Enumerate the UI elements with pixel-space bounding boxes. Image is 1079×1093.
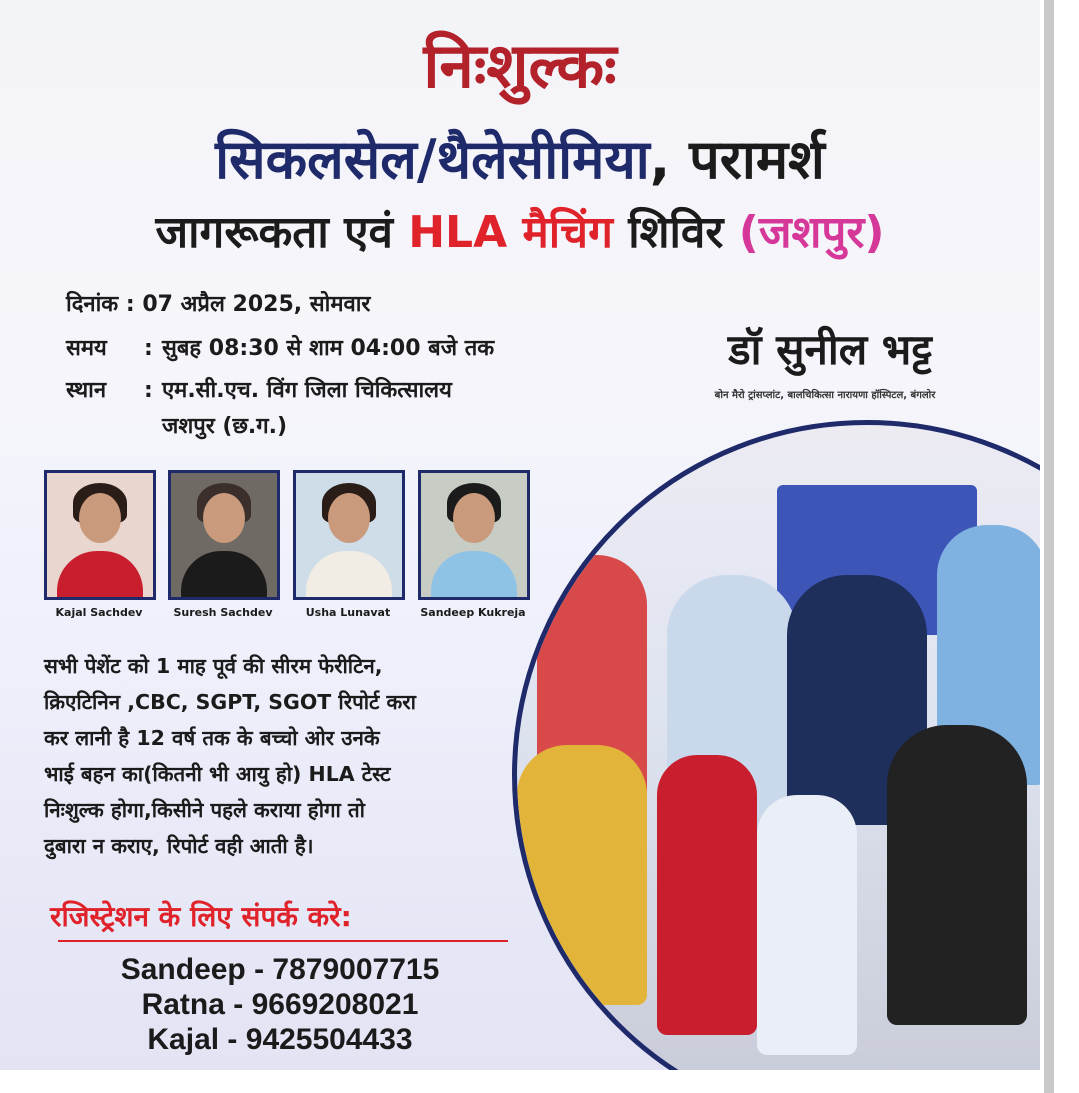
place-value-2: जशपुर (छ.ग.) xyxy=(162,414,288,439)
date-label: दिनांक xyxy=(66,292,119,317)
notice-line: कर लानी है 12 वर्ष तक के बच्चो ओर उनके xyxy=(44,726,380,750)
sub-heading xyxy=(0,200,1040,260)
contact-ratna: Ratna - 9669208021 xyxy=(141,988,419,1021)
body-shape xyxy=(306,551,392,600)
main-heading xyxy=(0,120,1040,194)
person-photo xyxy=(168,470,280,600)
time-value: सुबह 08:30 से शाम 04:00 बजे तक xyxy=(162,336,495,361)
notice-line: दुबारा न कराए, रिपोर्ट वही आती है। xyxy=(44,834,314,858)
time-label: समय xyxy=(66,336,107,361)
sickle-thalassemia-text: सिकलसेल/थैलेसीमिया xyxy=(215,128,650,191)
person-card-sandeep xyxy=(418,470,528,619)
doctor-name: डॉ सुनील भट्ट xyxy=(728,325,932,374)
body-shape xyxy=(181,551,267,600)
person-photo xyxy=(44,470,156,600)
bottom-strip xyxy=(0,1070,1044,1093)
person-card-suresh xyxy=(168,470,278,619)
awareness-text: जागरूकता एवं xyxy=(155,207,409,258)
person-card-usha xyxy=(293,470,403,619)
hla-matching-text: HLA मैचिंग xyxy=(408,207,613,258)
person-photo xyxy=(418,470,530,600)
place-value-1: एम.सी.एच. विंग जिला चिकित्सालय xyxy=(162,378,452,403)
child-figure xyxy=(887,725,1027,1025)
registration-underline xyxy=(58,940,508,942)
time-separator: : xyxy=(144,336,153,361)
place-row-2 xyxy=(162,410,287,440)
registration-title: रजिस्ट्रेशन के लिए संपर्क करे: xyxy=(50,900,352,933)
child-figure xyxy=(517,745,647,1005)
contact-sandeep: Sandeep - 7879007715 xyxy=(120,953,440,986)
contact-kajal: Kajal - 9425504433 xyxy=(147,1023,413,1056)
place-separator: : xyxy=(144,378,153,403)
notice-line: सभी पेशेंट को 1 माह पूर्व की सीरम फेरीटिन, xyxy=(44,654,383,678)
notice-line: क्रिएटिनिन ,CBC, SGPT, SGOT रिपोर्ट करा xyxy=(44,690,416,714)
notice-line: निःशुल्क होगा,किसीने पहले कराया होगा तो xyxy=(44,798,365,822)
head-shape xyxy=(328,493,370,543)
head-shape xyxy=(79,493,121,543)
child-figure xyxy=(657,755,757,1035)
location-tag: (जशपुर) xyxy=(738,207,885,258)
date-row xyxy=(66,288,370,318)
body-shape xyxy=(57,551,143,600)
consultation-text: , परामर्श xyxy=(649,128,825,191)
person-name: Kajal Sachdev xyxy=(55,606,143,619)
place-label: स्थान xyxy=(66,378,107,403)
person-photo xyxy=(293,470,405,600)
camp-text: शिविर xyxy=(612,207,739,258)
person-card-kajal xyxy=(44,470,154,619)
head-shape xyxy=(203,493,245,543)
notice-line: भाई बहन का(कितनी भी आयु हो) HLA टेस्ट xyxy=(44,762,391,786)
person-name: Suresh Sachdev xyxy=(173,606,273,619)
notice-paragraph xyxy=(44,648,514,864)
person-name: Usha Lunavat xyxy=(305,606,391,619)
person-name: Sandeep Kukreja xyxy=(420,606,526,619)
body-shape xyxy=(431,551,517,600)
free-heading: निःशुल्कः xyxy=(423,29,617,102)
child-figure xyxy=(757,795,857,1055)
time-row xyxy=(66,332,494,362)
date-separator: : xyxy=(125,292,135,317)
head-shape xyxy=(453,493,495,543)
group-photo xyxy=(512,420,1040,1070)
scrollbar-edge xyxy=(1044,0,1054,1093)
doctor-subtitle: बोन मैरो ट्रांसप्लांट, बालचिकित्सा नारायणा हॉस्पिटल, बंगलोर xyxy=(714,390,936,401)
place-row xyxy=(66,374,452,404)
date-value: 07 अप्रैल 2025, सोमवार xyxy=(142,292,371,317)
